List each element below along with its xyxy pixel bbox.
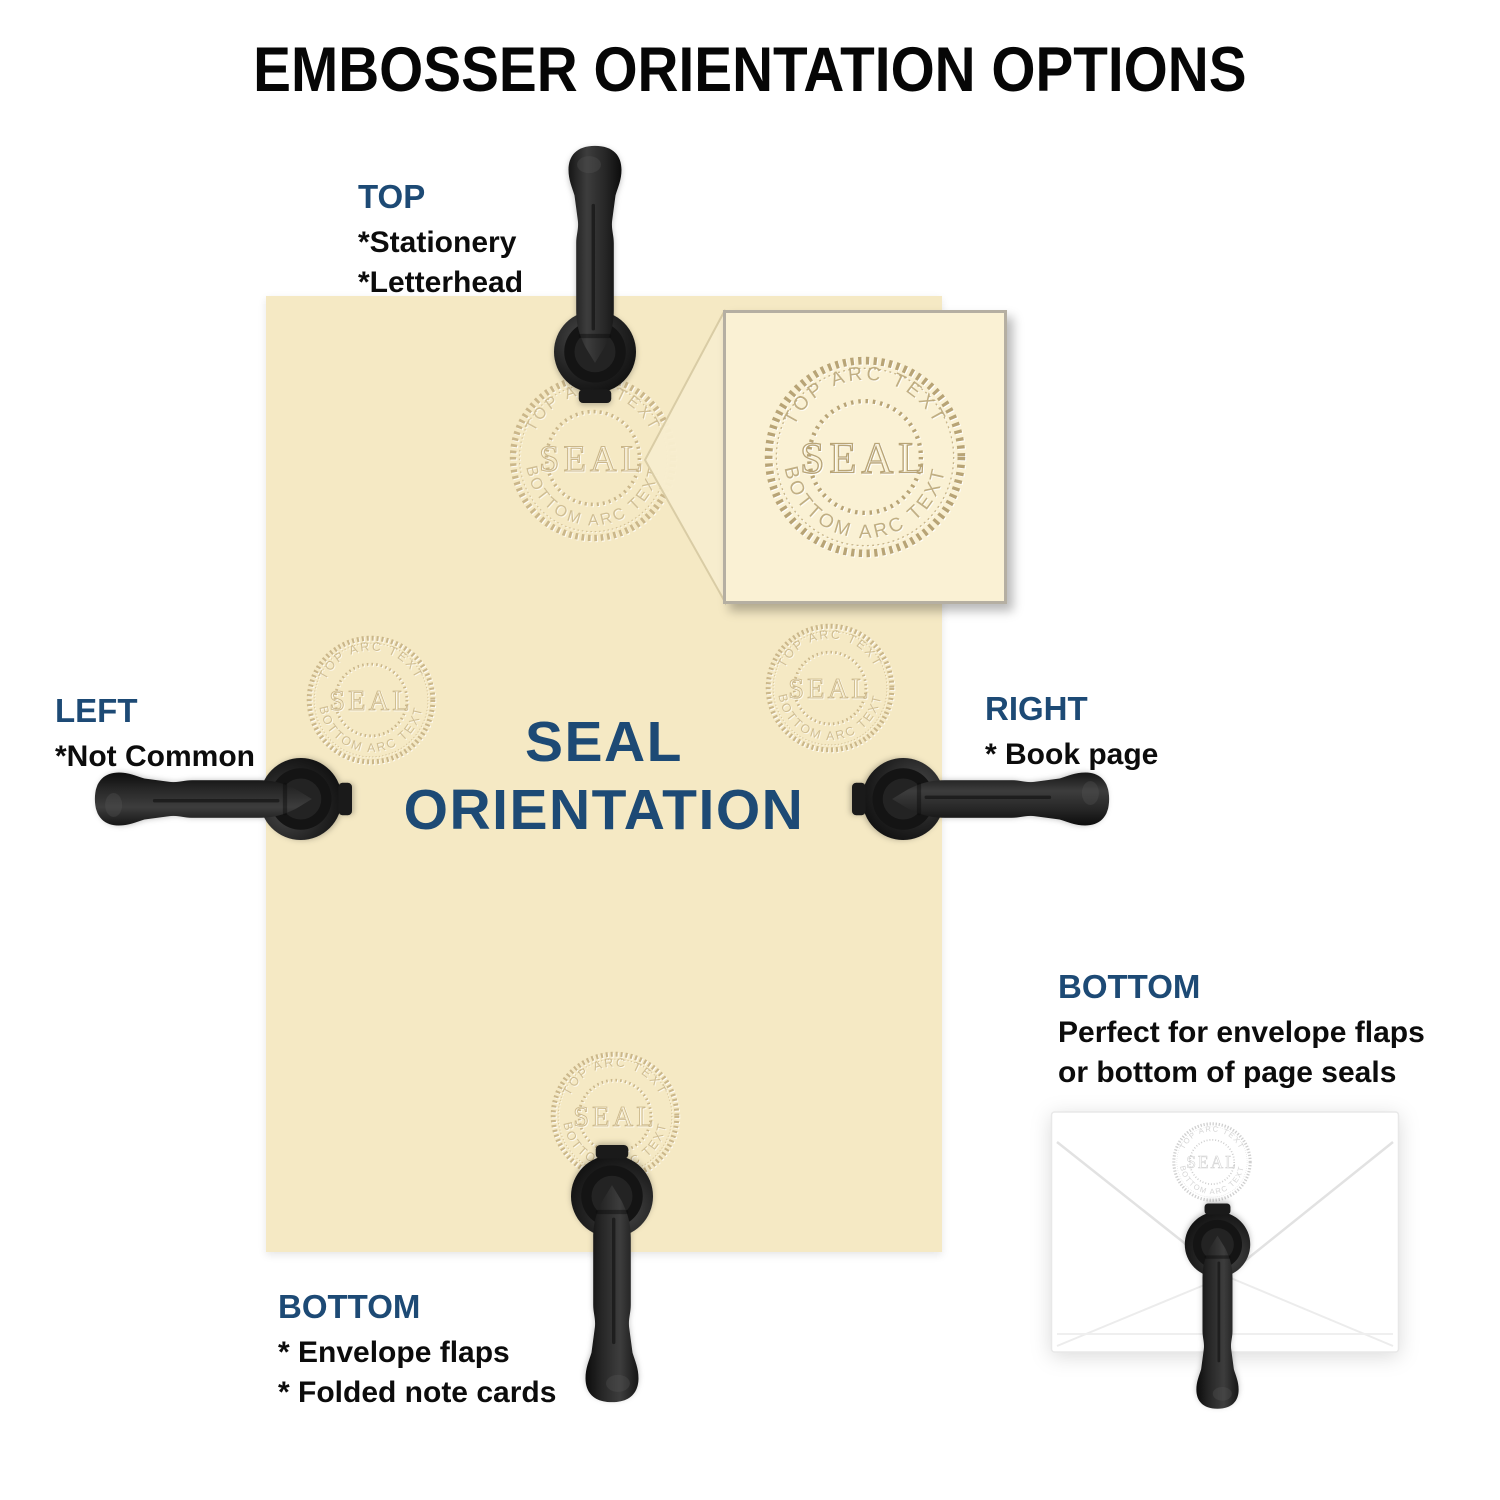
label-right-heading: RIGHT <box>985 690 1088 727</box>
envelope-seal-area <box>1170 1120 1254 1209</box>
label-bottom-right-heading: BOTTOM <box>1058 968 1201 1005</box>
seal-impression-envelope <box>1170 1120 1254 1204</box>
embosser-envelope <box>1180 1201 1255 1412</box>
label-bottom <box>278 1288 556 1413</box>
seal-impression-magnified <box>759 351 971 563</box>
label-bottom-right <box>1058 968 1425 1093</box>
label-top <box>358 178 523 303</box>
page-title-text: EMBOSSER ORIENTATION OPTIONS <box>253 35 1247 105</box>
label-top-item: *Stationery <box>358 226 517 259</box>
label-right <box>985 690 1158 775</box>
label-bottom-heading: BOTTOM <box>278 1288 421 1325</box>
label-left-item: *Not Common <box>55 740 255 773</box>
label-bottom-item: * Folded note cards <box>278 1376 557 1409</box>
label-left-heading: LEFT <box>55 692 138 729</box>
label-bottom-right-item: or bottom of page seals <box>1058 1056 1397 1089</box>
seal-detail-inset <box>723 310 1007 604</box>
caption-line-1: SEAL <box>524 710 684 774</box>
label-bottom-right-item: Perfect for envelope flaps <box>1058 1016 1425 1049</box>
embosser-top <box>548 142 642 406</box>
seal-orientation-caption <box>266 708 942 844</box>
label-right-item: * Book page <box>985 738 1159 771</box>
caption-line-2: ORIENTATION <box>403 778 805 842</box>
page-title <box>0 34 1500 106</box>
label-top-item: *Letterhead <box>358 266 524 299</box>
label-left <box>55 692 255 777</box>
label-bottom-item: * Envelope flaps <box>278 1336 510 1369</box>
label-top-heading: TOP <box>358 178 426 215</box>
embosser-bottom <box>565 1142 659 1406</box>
